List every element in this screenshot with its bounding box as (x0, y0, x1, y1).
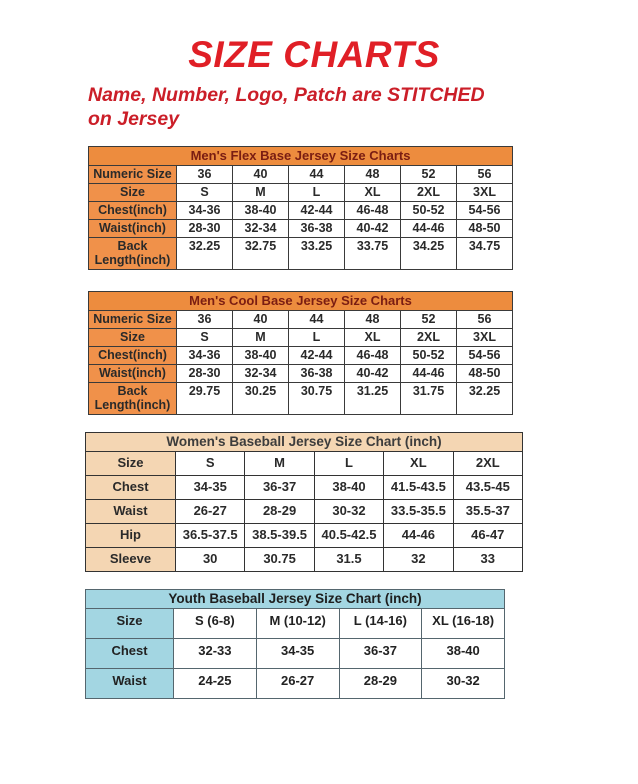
cell-value: XL (384, 451, 453, 475)
cell-value: 32-34 (233, 364, 289, 382)
cell-value: 32.75 (233, 237, 289, 269)
row-label: Sleeve (86, 547, 176, 571)
page-title: SIZE CHARTS (188, 34, 440, 75)
cell-value: 46-48 (345, 346, 401, 364)
cell-value: 48-50 (457, 364, 513, 382)
row-label: Waist (86, 499, 176, 523)
cell-value: S (176, 451, 245, 475)
cell-value: 50-52 (401, 346, 457, 364)
cell-value: XL (345, 328, 401, 346)
cell-value: 26-27 (256, 668, 339, 698)
cell-value: 26-27 (176, 499, 245, 523)
cell-value: 2XL (401, 183, 457, 201)
cell-value: 50-52 (401, 201, 457, 219)
table-row (89, 183, 513, 201)
row-label: Chest (86, 475, 176, 499)
cell-value: 32.25 (177, 237, 233, 269)
cell-value: 36 (177, 165, 233, 183)
subtitle-line-2: on Jersey (88, 107, 180, 130)
cell-value: 34.75 (457, 237, 513, 269)
cell-value: 28-30 (177, 364, 233, 382)
row-label: Size (86, 451, 176, 475)
table-row (89, 346, 513, 364)
cell-value: 42-44 (289, 346, 345, 364)
cell-value: 44-46 (401, 364, 457, 382)
cell-value: 34-36 (177, 346, 233, 364)
cell-value: 30.75 (245, 547, 314, 571)
womens-baseball-title: Women's Baseball Jersey Size Chart (inch) (86, 432, 523, 451)
cell-value: 38-40 (314, 475, 383, 499)
cell-value: 40-42 (345, 364, 401, 382)
table-row (89, 201, 513, 219)
table-header-row (89, 291, 513, 310)
cell-value: 48-50 (457, 219, 513, 237)
row-label: Waist (86, 668, 174, 698)
size-table-mens-cool-base (88, 291, 513, 415)
cell-value: 28-29 (339, 668, 422, 698)
cell-value: 44-46 (401, 219, 457, 237)
row-label: Numeric Size (89, 165, 177, 183)
cell-value: 34-35 (176, 475, 245, 499)
table-row (86, 475, 523, 499)
cell-value: 36 (177, 310, 233, 328)
cell-value: 38-40 (233, 201, 289, 219)
cell-value: S (6-8) (174, 608, 257, 638)
cell-value: 36.5-37.5 (176, 523, 245, 547)
cell-value: 56 (457, 165, 513, 183)
cell-value: 24-25 (174, 668, 257, 698)
cell-value: 40 (233, 310, 289, 328)
cell-value: 3XL (457, 183, 513, 201)
table-row (89, 364, 513, 382)
row-label: Size (89, 328, 177, 346)
youth-baseball-title: Youth Baseball Jersey Size Chart (inch) (86, 589, 505, 608)
mens-flex-base-title: Men's Flex Base Jersey Size Charts (89, 146, 513, 165)
cell-value: 31.25 (345, 382, 401, 414)
cell-value: 43.5-45 (453, 475, 522, 499)
row-label: Waist(inch) (89, 219, 177, 237)
cell-value: 41.5-43.5 (384, 475, 453, 499)
cell-value: 36-37 (245, 475, 314, 499)
row-label: Chest (86, 638, 174, 668)
size-table-mens-flex-base (88, 146, 513, 270)
cell-value: L (289, 183, 345, 201)
cell-value: 35.5-37 (453, 499, 522, 523)
cell-value: 31.75 (401, 382, 457, 414)
table-row (89, 165, 513, 183)
cell-value: 2XL (401, 328, 457, 346)
row-label: Waist(inch) (89, 364, 177, 382)
cell-value: 44 (289, 165, 345, 183)
cell-value: 56 (457, 310, 513, 328)
cell-value: 36-38 (289, 364, 345, 382)
table-row (86, 523, 523, 547)
row-label: Size (89, 183, 177, 201)
cell-value: 28-29 (245, 499, 314, 523)
mens-cool-base-title: Men's Cool Base Jersey Size Charts (89, 291, 513, 310)
cell-value: 32-33 (174, 638, 257, 668)
table-row (86, 499, 523, 523)
cell-value: 36-38 (289, 219, 345, 237)
table-row (89, 310, 513, 328)
cell-value: XL (345, 183, 401, 201)
cell-value: M (245, 451, 314, 475)
size-table-youth-baseball (85, 589, 505, 699)
cell-value: M (233, 183, 289, 201)
cell-value: 32-34 (233, 219, 289, 237)
cell-value: 40.5-42.5 (314, 523, 383, 547)
cell-value: 34.25 (401, 237, 457, 269)
cell-value: 38-40 (233, 346, 289, 364)
table-row (86, 547, 523, 571)
cell-value: 32.25 (457, 382, 513, 414)
cell-value: 30-32 (422, 668, 505, 698)
row-label: Chest(inch) (89, 346, 177, 364)
table-row (89, 382, 513, 414)
cell-value: L (289, 328, 345, 346)
cell-value: 48 (345, 165, 401, 183)
cell-value: 46-48 (345, 201, 401, 219)
cell-value: 3XL (457, 328, 513, 346)
row-label: Back Length(inch) (89, 237, 177, 269)
subtitle-line-1: Name, Number, Logo, Patch are STITCHED (88, 84, 485, 106)
cell-value: 32 (384, 547, 453, 571)
table-header-row (86, 589, 505, 608)
cell-value: 38.5-39.5 (245, 523, 314, 547)
cell-value: 33.25 (289, 237, 345, 269)
cell-value: 30.25 (233, 382, 289, 414)
size-table-womens-baseball (85, 432, 523, 572)
cell-value: 28-30 (177, 219, 233, 237)
cell-value: 54-56 (457, 346, 513, 364)
cell-value: 40-42 (345, 219, 401, 237)
cell-value: M (10-12) (256, 608, 339, 638)
cell-value: S (177, 183, 233, 201)
table-row (89, 237, 513, 269)
cell-value: 2XL (453, 451, 522, 475)
cell-value: L (314, 451, 383, 475)
cell-value: 33.75 (345, 237, 401, 269)
cell-value: 30.75 (289, 382, 345, 414)
cell-value: 30 (176, 547, 245, 571)
cell-value: 46-47 (453, 523, 522, 547)
cell-value: 33.5-35.5 (384, 499, 453, 523)
cell-value: 34-36 (177, 201, 233, 219)
cell-value: 52 (401, 165, 457, 183)
table-row (86, 608, 505, 638)
table-row (89, 219, 513, 237)
row-label: Size (86, 608, 174, 638)
cell-value: M (233, 328, 289, 346)
cell-value: 33 (453, 547, 522, 571)
cell-value: XL (16-18) (422, 608, 505, 638)
table-row (86, 638, 505, 668)
cell-value: 34-35 (256, 638, 339, 668)
table-header-row (89, 146, 513, 165)
cell-value: 29.75 (177, 382, 233, 414)
cell-value: 38-40 (422, 638, 505, 668)
cell-value: 30-32 (314, 499, 383, 523)
cell-value: L (14-16) (339, 608, 422, 638)
table-row (86, 668, 505, 698)
cell-value: 48 (345, 310, 401, 328)
row-label: Back Length(inch) (89, 382, 177, 414)
cell-value: 36-37 (339, 638, 422, 668)
table-row (86, 451, 523, 475)
cell-value: S (177, 328, 233, 346)
cell-value: 40 (233, 165, 289, 183)
page-subtitle (88, 84, 638, 132)
row-label: Numeric Size (89, 310, 177, 328)
cell-value: 42-44 (289, 201, 345, 219)
table-row (89, 328, 513, 346)
cell-value: 52 (401, 310, 457, 328)
cell-value: 44 (289, 310, 345, 328)
row-label: Hip (86, 523, 176, 547)
cell-value: 54-56 (457, 201, 513, 219)
cell-value: 44-46 (384, 523, 453, 547)
cell-value: 31.5 (314, 547, 383, 571)
row-label: Chest(inch) (89, 201, 177, 219)
table-header-row (86, 432, 523, 451)
